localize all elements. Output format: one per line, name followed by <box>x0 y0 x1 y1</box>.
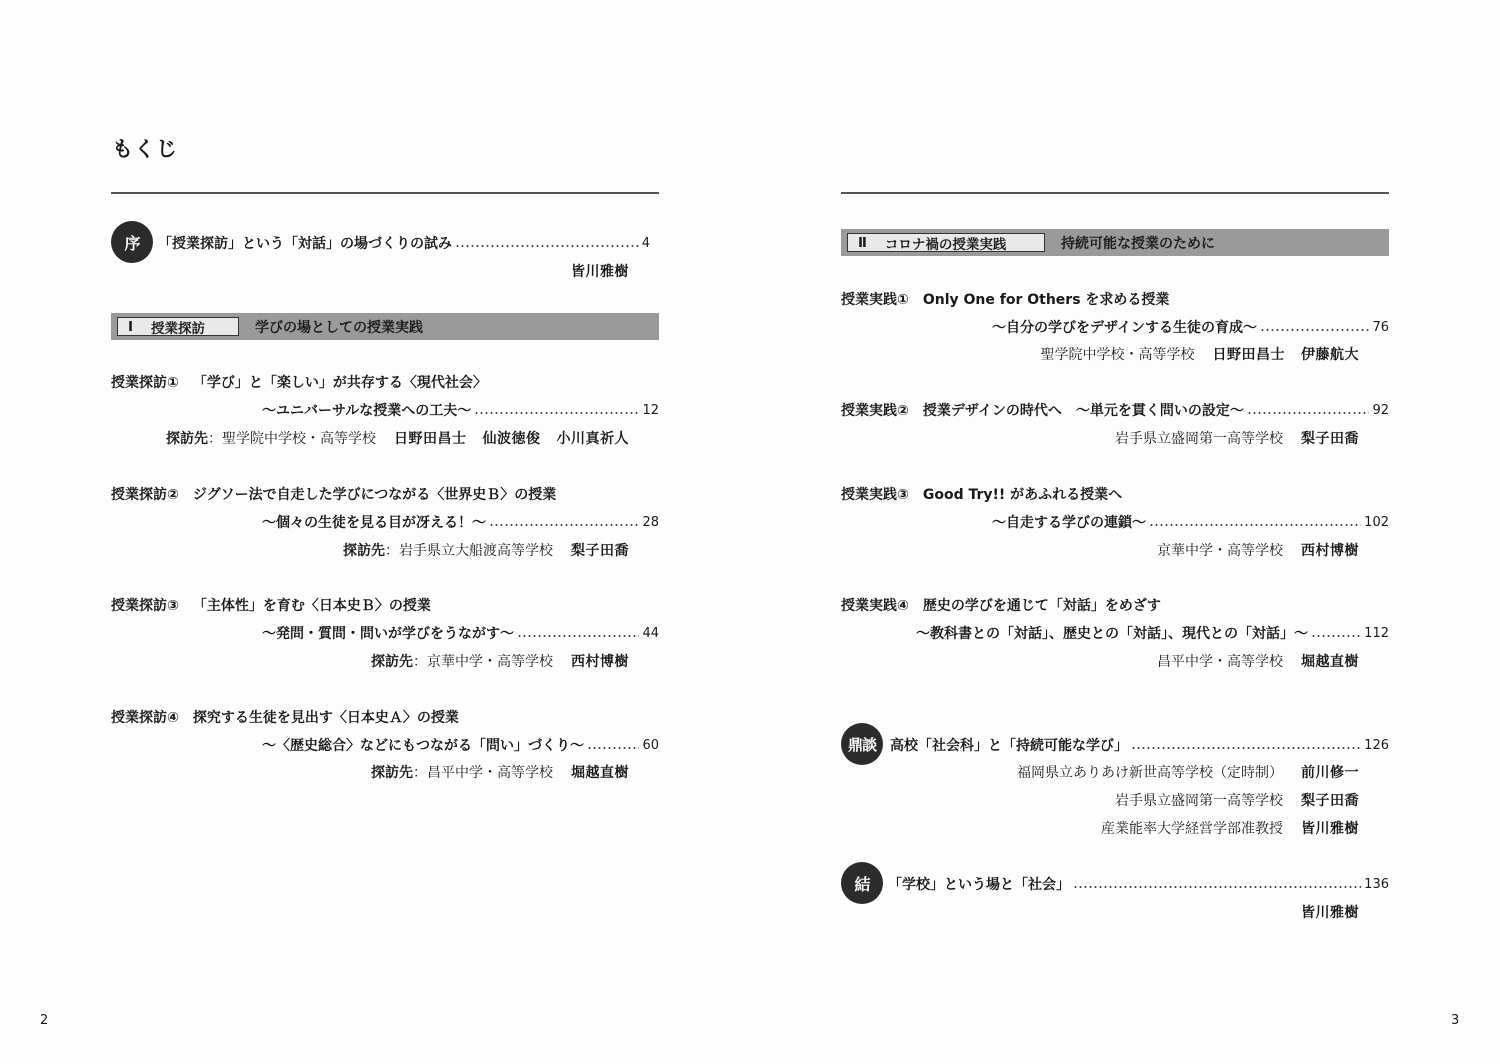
section-label: コロナ禍の授業実践 <box>884 236 1007 253</box>
leader-dots <box>1247 404 1370 416</box>
author-name: 西村博樹 <box>1301 543 1359 559</box>
page-number-left: 2 <box>40 1013 49 1028</box>
author-name: 皆川雅樹 <box>1301 821 1359 837</box>
leader-dots <box>1131 739 1361 751</box>
visit-3-subtitle-line[interactable] <box>262 621 659 645</box>
entry-label: 授業探訪① <box>111 375 179 391</box>
conclusion-author-row <box>841 900 1359 924</box>
affiliation: 岩手県立盛岡第一高等学校 <box>1115 431 1283 447</box>
visit-4-subtitle-line[interactable] <box>262 733 659 757</box>
conclusion-badge: 結 <box>841 862 883 904</box>
affiliation: 昌平中学・高等学校 <box>1157 654 1283 670</box>
visit-label: 探訪先 <box>166 431 208 447</box>
page-number: 136 <box>1364 876 1389 892</box>
visit-2-heading[interactable] <box>111 482 556 506</box>
practice-3-subtitle-line[interactable] <box>992 510 1389 534</box>
section-band-2 <box>841 229 1389 256</box>
entry-title: Only One for Others を求める授業 <box>922 292 1170 308</box>
practice-4-heading[interactable] <box>841 593 1161 617</box>
preface-title: 「授業探訪」という「対話」の場づくりの試み <box>158 236 452 252</box>
visit-label: 探訪先 <box>371 765 413 781</box>
author-name: 仙波徳俊 <box>482 431 541 447</box>
affiliation: ：岩手県立大船渡高等学校 <box>385 543 553 559</box>
leader-dots <box>455 237 639 249</box>
leader-dots <box>1073 878 1361 890</box>
visit-2-subtitle-line[interactable] <box>262 510 659 534</box>
practice-4-subtitle-line[interactable] <box>916 621 1389 645</box>
section-label: 授業探訪 <box>151 320 206 337</box>
leader-dots <box>489 516 639 528</box>
section-band-1 <box>111 313 659 340</box>
section-subtitle: 持続可能な授業のために <box>1061 235 1215 252</box>
affiliation: ：聖学院中学校・高等学校 <box>208 431 376 447</box>
entry-subtitle: 〜自走する学びの連鎖〜 <box>992 515 1146 531</box>
visit-4-credits <box>111 760 629 784</box>
practice-3-heading[interactable] <box>841 482 1122 506</box>
page-number: 102 <box>1364 514 1389 530</box>
entry-title: 「学び」と「楽しい」が共存する〈現代社会〉 <box>192 375 487 391</box>
discussion-title: 高校「社会科」と「持続可能な学び」 <box>890 738 1128 754</box>
visit-label: 探訪先 <box>343 543 385 559</box>
page-number: 112 <box>1364 625 1389 641</box>
practice-1-credits <box>841 342 1359 366</box>
affiliation: 聖学院中学校・高等学校 <box>1040 347 1195 363</box>
entry-label: 授業実践② <box>841 403 909 419</box>
practice-2-credits <box>841 426 1359 450</box>
practice-4-credits <box>841 649 1359 673</box>
page-number-right: 3 <box>1451 1013 1460 1028</box>
discussion-badge: 鼎談 <box>841 723 883 765</box>
author-name: 日野田昌士 <box>1212 347 1285 363</box>
leader-dots <box>517 627 639 639</box>
visit-1-credits <box>111 426 629 450</box>
author-name: 西村博樹 <box>571 654 629 670</box>
preface-author-row <box>111 259 629 283</box>
page-number: 28 <box>642 514 659 530</box>
section-subtitle: 学びの場としての授業実践 <box>255 319 423 336</box>
page-number: 60 <box>642 737 659 753</box>
affiliation: ：京華中学・高等学校 <box>413 654 553 670</box>
author-name: 皆川雅樹 <box>571 264 629 280</box>
visit-4-heading[interactable] <box>111 705 459 729</box>
visit-2-credits <box>111 538 629 562</box>
entry-subtitle: 〜ユニバーサルな授業への工夫〜 <box>262 403 472 419</box>
entry-label: 授業探訪② <box>111 487 179 503</box>
leader-dots <box>1260 321 1369 333</box>
entry-title: 「主体性」を育む〈日本史Ｂ〉の授業 <box>192 598 431 614</box>
section-number: Ⅰ <box>128 318 134 335</box>
entry-subtitle: 〜教科書との「対話」、歴史との「対話」、現代との「対話」〜 <box>916 626 1308 642</box>
affiliation: ：昌平中学・高等学校 <box>413 765 553 781</box>
discussion-entry[interactable] <box>890 733 1389 757</box>
page-number: 44 <box>642 625 659 641</box>
entry-title: 歴史の学びを通じて「対話」をめざす <box>922 598 1161 614</box>
title-rule-right <box>841 192 1389 194</box>
leader-dots <box>474 404 639 416</box>
entry-subtitle: 〜〈歴史総合〉などにもつながる「問い」づくり〜 <box>262 738 584 754</box>
entry-subtitle: 〜自分の学びをデザインする生徒の育成〜 <box>992 320 1258 336</box>
preface-badge: 序 <box>111 221 153 263</box>
practice-2-heading[interactable] <box>841 398 1389 422</box>
entry-title: 授業デザインの時代へ 〜単元を貫く問いの設定〜 <box>922 403 1244 419</box>
entry-title: 探究する生徒を見出す〈日本史Ａ〉の授業 <box>192 710 459 726</box>
affiliation: 岩手県立盛岡第一高等学校 <box>1115 793 1283 809</box>
author-name: 梨子田喬 <box>1301 793 1359 809</box>
practice-1-subtitle-line[interactable] <box>992 315 1389 339</box>
page-number: 92 <box>1372 402 1389 418</box>
practice-1-heading[interactable] <box>841 287 1169 311</box>
entry-label: 授業探訪③ <box>111 598 179 614</box>
entry-title: ジグソー法で自走した学びにつながる〈世界史Ｂ〉の授業 <box>192 487 557 503</box>
author-name: 堀越直樹 <box>571 765 629 781</box>
discussion-participant-1 <box>841 760 1359 784</box>
conclusion-title: 「学校」という場と「社会」 <box>888 877 1070 893</box>
affiliation: 福岡県立ありあけ新世高等学校（定時制） <box>1017 765 1283 781</box>
page-number: 4 <box>641 235 650 251</box>
leader-dots <box>1311 627 1361 639</box>
discussion-participant-3 <box>841 816 1359 840</box>
page-title: もくじ <box>112 137 178 161</box>
entry-label: 授業実践① <box>841 292 909 308</box>
page-number: 76 <box>1372 319 1389 335</box>
entry-subtitle: 〜発問・質問・問いが学びをうながす〜 <box>262 626 514 642</box>
author-name: 堀越直樹 <box>1301 654 1359 670</box>
section-label-box <box>847 233 1045 252</box>
visit-1-heading[interactable] <box>111 370 487 394</box>
page-number: 12 <box>642 402 659 418</box>
leader-dots <box>587 739 639 751</box>
author-name: 小川真祈人 <box>556 431 629 447</box>
discussion-participant-2 <box>841 788 1359 812</box>
page-number: 126 <box>1364 737 1389 753</box>
section-number: Ⅱ <box>858 234 867 251</box>
author-name: 皆川雅樹 <box>1301 905 1359 921</box>
author-name: 梨子田喬 <box>571 543 629 559</box>
entry-label: 授業実践③ <box>841 487 909 503</box>
visit-3-credits <box>111 649 629 673</box>
visit-label: 探訪先 <box>371 654 413 670</box>
practice-3-credits <box>841 538 1359 562</box>
author-name: 梨子田喬 <box>1301 431 1359 447</box>
visit-1-subtitle-line[interactable] <box>262 398 659 422</box>
section-label-box <box>117 317 239 336</box>
conclusion-entry[interactable] <box>888 872 1389 896</box>
author-name: 日野田昌士 <box>394 431 467 447</box>
author-name: 伊藤航大 <box>1301 347 1359 363</box>
entry-label: 授業実践④ <box>841 598 909 614</box>
title-rule-left <box>111 192 659 194</box>
entry-title: Good Try!! があふれる授業へ <box>922 487 1123 503</box>
leader-dots <box>1149 516 1361 528</box>
affiliation: 京華中学・高等学校 <box>1157 543 1283 559</box>
author-name: 前川修一 <box>1301 765 1359 781</box>
entry-label: 授業探訪④ <box>111 710 179 726</box>
affiliation: 産業能率大学経営学部准教授 <box>1101 821 1283 837</box>
entry-subtitle: 〜個々の生徒を見る目が冴える！〜 <box>262 515 486 531</box>
preface-entry[interactable] <box>158 231 650 255</box>
visit-3-heading[interactable] <box>111 593 431 617</box>
